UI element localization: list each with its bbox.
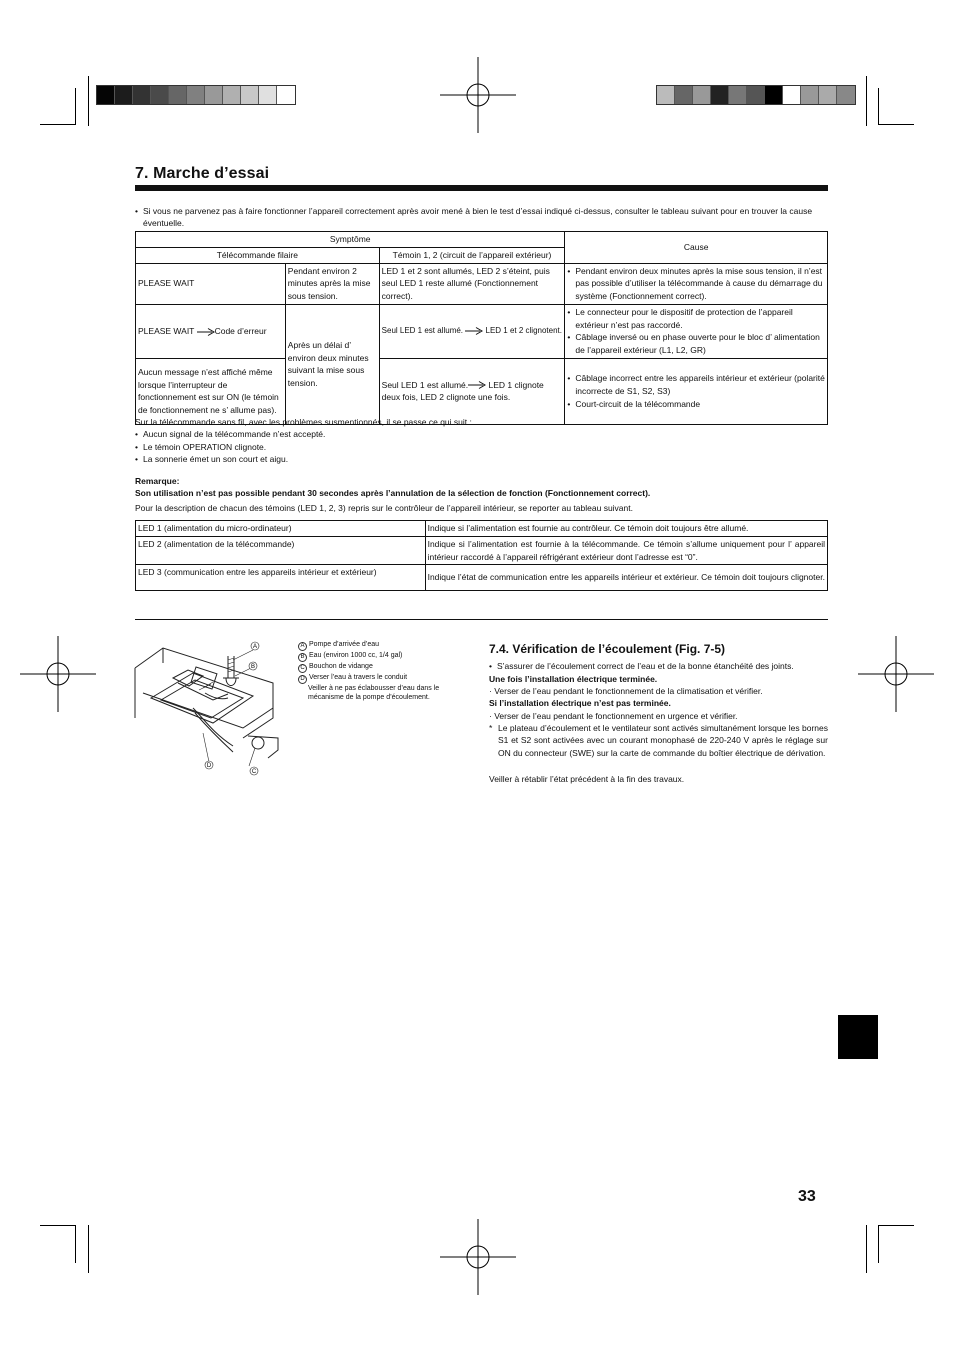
sub1-text: · Verser de l’eau pendant le fonctionnement de la climatisation et vérifier. — [489, 686, 763, 697]
cause-item: • Câblage inversé ou en phase ouverte pour le bloc d’ alimentation de l’appareil extérieur (L1, L2, GR) — [567, 331, 825, 357]
list-item: • La sonnerie émet un son court et aigu. — [135, 453, 828, 465]
intro-text: • Si vous ne parvenez pas à faire fonctionner l’appareil correctement après avoir mené à bien le test d’essai indiqué ci-dessus, consulter le tableau suivant pour en trouver la cause éventuelle. — [135, 205, 828, 230]
remark-text: Son utilisation n’est pas possible pendant 30 secondes après l’annulation de la sélection de fonction (Fonctionnement correct). — [135, 488, 651, 499]
led-name: LED 1 (alimentation du micro-ordinateur) — [136, 521, 426, 537]
page-number: 33 — [798, 1188, 816, 1205]
header-symptom: Symptôme — [136, 232, 565, 248]
list-item: • Le témoin OPERATION clignote. — [135, 441, 828, 453]
registration-mark-right — [858, 636, 934, 712]
led-name: LED 3 (communication entre les appareils intérieur et extérieur) — [136, 565, 426, 591]
legend-item: D Verser l’eau à travers le conduit — [298, 673, 468, 684]
table-row — [136, 263, 828, 304]
cell-led — [379, 304, 565, 358]
sub2-text: · Verser de l’eau pendant le fonctionnement en urgence et vérifier. — [489, 710, 738, 721]
title-rule — [135, 185, 828, 191]
color-bar-right — [656, 85, 856, 105]
remote-message: PLEASE WAIT — [138, 325, 195, 336]
legend-item: A Pompe d’arrivée d’eau — [298, 640, 468, 651]
cell-delay: Après un délai d’ environ deux minutes suivant la mise sous tension. — [285, 304, 379, 424]
cell-cause — [565, 263, 828, 304]
table-row — [136, 536, 828, 565]
arrow-right-icon — [465, 327, 483, 335]
arrow-right-icon — [197, 328, 215, 336]
cell-led — [379, 358, 565, 424]
cell-cause — [565, 358, 828, 424]
figure-legend — [298, 640, 468, 702]
legend-extra: Veiller à ne pas éclabousser d’eau dans le mécanisme de la pompe d’écoulement. — [308, 685, 440, 702]
callout-b: B — [250, 664, 256, 670]
cause-item: • Câblage incorrect entre les appareils intérieur et extérieur (polarité incorrecte de S1, S2, S3) — [567, 372, 825, 398]
note: * Le plateau d’écoulement et le ventilateur sont activés simultanément lorsque les bornes S1 et S2 sont activées avec un courant monophasé de 220-240 V après le réglage sur ON du connecteur (SWE) sur la carte de commande du boîtier électrique de dérivation. — [489, 722, 828, 759]
table-row — [136, 565, 828, 591]
led-state-a: Seul LED 1 est allumé. — [381, 379, 469, 390]
registration-mark-left — [20, 636, 96, 712]
wireless-intro: Sur la télécommande sans fil, avec les problèmes susmentionnés, il se passe ce qui suit : — [135, 417, 472, 427]
cell-cause — [565, 304, 828, 358]
drain-check-figure — [133, 638, 293, 778]
led-state-a: Seul LED 1 est allumé. — [381, 326, 464, 336]
cause-item: • Pendant environ deux minutes après la mise sous tension, il n’est pas possible d’utiliser la télécommande à cause du démarrage du système (Fonctionnement correct). — [567, 265, 825, 303]
subheading-1: Une fois l’installation électrique terminée. — [489, 673, 658, 684]
section-heading: 7.4. Vérification de l’écoulement (Fig. 7-5) — [489, 642, 726, 656]
registration-mark-top — [440, 57, 516, 133]
led-intro: Pour la description de chacun des témoins (LED 1, 2, 3) repris sur le contrôleur de l’appareil intérieur, se reporter au tableau suivant. — [135, 503, 633, 513]
header-led: Témoin 1, 2 (circuit de l’appareil extérieur) — [379, 247, 565, 263]
subheading-2: Si l’installation électrique n’est pas terminée. — [489, 698, 671, 709]
wireless-notes — [135, 416, 828, 465]
color-bar-left — [96, 85, 296, 105]
list-item: • Aucun signal de la télécommande n’est accepté. — [135, 428, 828, 440]
remote-error: Code d’erreur — [214, 325, 267, 336]
callout-a: A — [252, 644, 258, 650]
cell-delay: Pendant environ 2 minutes après la mise sous tension. — [285, 263, 379, 304]
cause-item: • Le connecteur pour le dispositif de protection de l’appareil extérieur n’est pas raccordé. — [567, 306, 825, 332]
led-state-b: LED 1 et 2 clignotent. — [485, 326, 562, 336]
cell-remote — [136, 304, 286, 358]
cell-remote: Aucun message n’est affiché même lorsque l’interrupteur de fonctionnement est sur ON (le témoin de fonctionnement ne s’ allume pas). — [136, 358, 286, 424]
led-name: LED 2 (alimentation de la télécommande) — [136, 536, 426, 565]
section-drain-check — [489, 641, 828, 785]
remark-label: Remarque: — [135, 476, 180, 486]
legend-item: B Eau (environ 1000 cc, 1/4 gal) — [298, 651, 468, 662]
section-title: 7. Marche d’essai — [135, 165, 270, 182]
table-row — [136, 521, 828, 537]
led-desc: Indique si l’alimentation est fournie à la télécommande. Ce témoin s’allume uniquement pour l’ appareil intérieur raccordé à l’appareil réfrigérant extérieur dont l’adresse est “0”. — [425, 536, 827, 565]
legend-item: C Bouchon de vidange — [298, 662, 468, 673]
section-divider — [135, 619, 828, 620]
arrow-right-icon — [468, 381, 486, 389]
closing-text: Veiller à rétablir l’état précédent à la fin des travaux. — [489, 773, 685, 784]
table-row — [136, 304, 828, 358]
symptom-table — [135, 231, 828, 425]
table-row — [136, 358, 828, 424]
cell-led: LED 1 et 2 sont allumés, LED 2 s’éteint, puis seul LED 1 reste allumé (Fonctionnement correct). — [379, 263, 565, 304]
callout-d: D — [206, 763, 212, 769]
registration-mark-bottom — [440, 1219, 516, 1295]
led-state-b: LED 1 clignote deux fois, LED 2 clignote une fois. — [381, 379, 544, 403]
header-cause: Cause — [565, 232, 828, 264]
section-bullet: • S’assurer de l’écoulement correct de l’eau et de la bonne étanchéité des joints. — [489, 660, 828, 672]
chapter-tab — [838, 1015, 878, 1059]
led-desc: Indique l’état de communication entre les appareils intérieur et extérieur. Ce témoin doit toujours clignoter. — [425, 565, 827, 591]
header-remote: Télécommande filaire — [136, 247, 380, 263]
remark — [135, 475, 828, 500]
led-desc: Indique si l’alimentation est fournie au contrôleur. Ce témoin doit toujours être allumé. — [425, 521, 827, 537]
cell-remote: PLEASE WAIT — [136, 263, 286, 304]
cause-item: • Court-circuit de la télécommande — [567, 398, 825, 411]
led-table — [135, 520, 828, 591]
callout-c: C — [251, 769, 257, 775]
